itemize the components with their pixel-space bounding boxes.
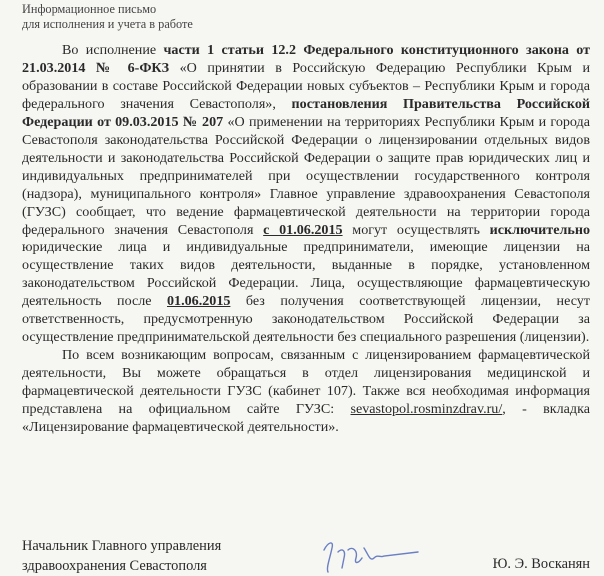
signer-title-line-2: здравоохранения Севастополя [22, 558, 207, 574]
letter-type-line-1: Информационное письмо [22, 2, 157, 16]
p1-deadline-date: 01.06.2015 [167, 293, 231, 310]
p1-start-date: с 01.06.2015 [263, 221, 343, 238]
p2-text-1: По всем возникающим вопросам, связанным с лицензированием фармацевтической деятельности, Вы можете обращаться в отдел лицензирования медицинской и фармацевтической деятельности ГУЗС (кабинет 107). Также вся необходимая информация представлена на официальном сайте ГУЗС: [22, 347, 590, 418]
paragraph-1 [22, 42, 590, 347]
p1-text-6: без получения соответствующей лицензии, несут ответственность, предусмотренную законодательством Российской Федерации за осуществление предпринимательской деятельности без специального разрешения (лицензии). [22, 293, 590, 346]
p1-text-5: юридические лица и индивидуальные предприниматели, имеющие лицензии на осуществление таких видов деятельности, выданные в порядке, установленном законодательством Российской Федерации. Лица, осуществляющие фармацевтическую деятельность после [22, 239, 590, 310]
p1-exclusively: исключительно [489, 221, 591, 238]
website-link[interactable]: sevastopol.rosminzdrav.ru/ [350, 401, 503, 418]
letter-type-line-2: для исполнения и учета в работе [22, 17, 193, 31]
handwritten-signature [318, 528, 428, 575]
letter-type-note [22, 2, 193, 32]
signer-title [22, 536, 221, 576]
signer-name: Ю. Э. Восканян [492, 556, 590, 572]
p1-law-reference: части 1 статьи 12.2 Федерального конституционного закона от 21.03.2014 № 6-ФКЗ [22, 42, 590, 76]
p1-text-4: могут осуществлять [342, 221, 490, 238]
p1-decree-reference: постановления Правительства Российской Федерации от 09.03.2015 № 207 [22, 95, 591, 130]
p1-text-3: «О применении на территориях Республики Крым и города Севастополя законодательства Российской Федерации о лицензировании отдельных видов деятельности и законодательства Российской Федерации о защите прав юридических лиц и индивидуальных предпринимателей при осуществлении государственного контроля (надзора), муниципального контроля» Главное управление здравоохранения Севастополя (ГУЗС) сообщает, что ведение фармацевтической деятельности на территории города федерального значения Севастополя [22, 113, 590, 238]
p2-text-2: , - вкладка «Лицензирование фармацевтической деятельности». [22, 401, 590, 436]
p1-text-1: Во исполнение [62, 42, 164, 58]
paragraph-2 [22, 347, 590, 437]
signer-title-line-1: Начальник Главного управления [22, 538, 222, 554]
letter-body [22, 42, 590, 437]
p1-text-2: «О принятии в Российскую Федерацию Республики Крым и образовании в составе Российской Федерации новых субъектов – Республики Крым и города федерального значения Севастополя», [22, 59, 590, 112]
